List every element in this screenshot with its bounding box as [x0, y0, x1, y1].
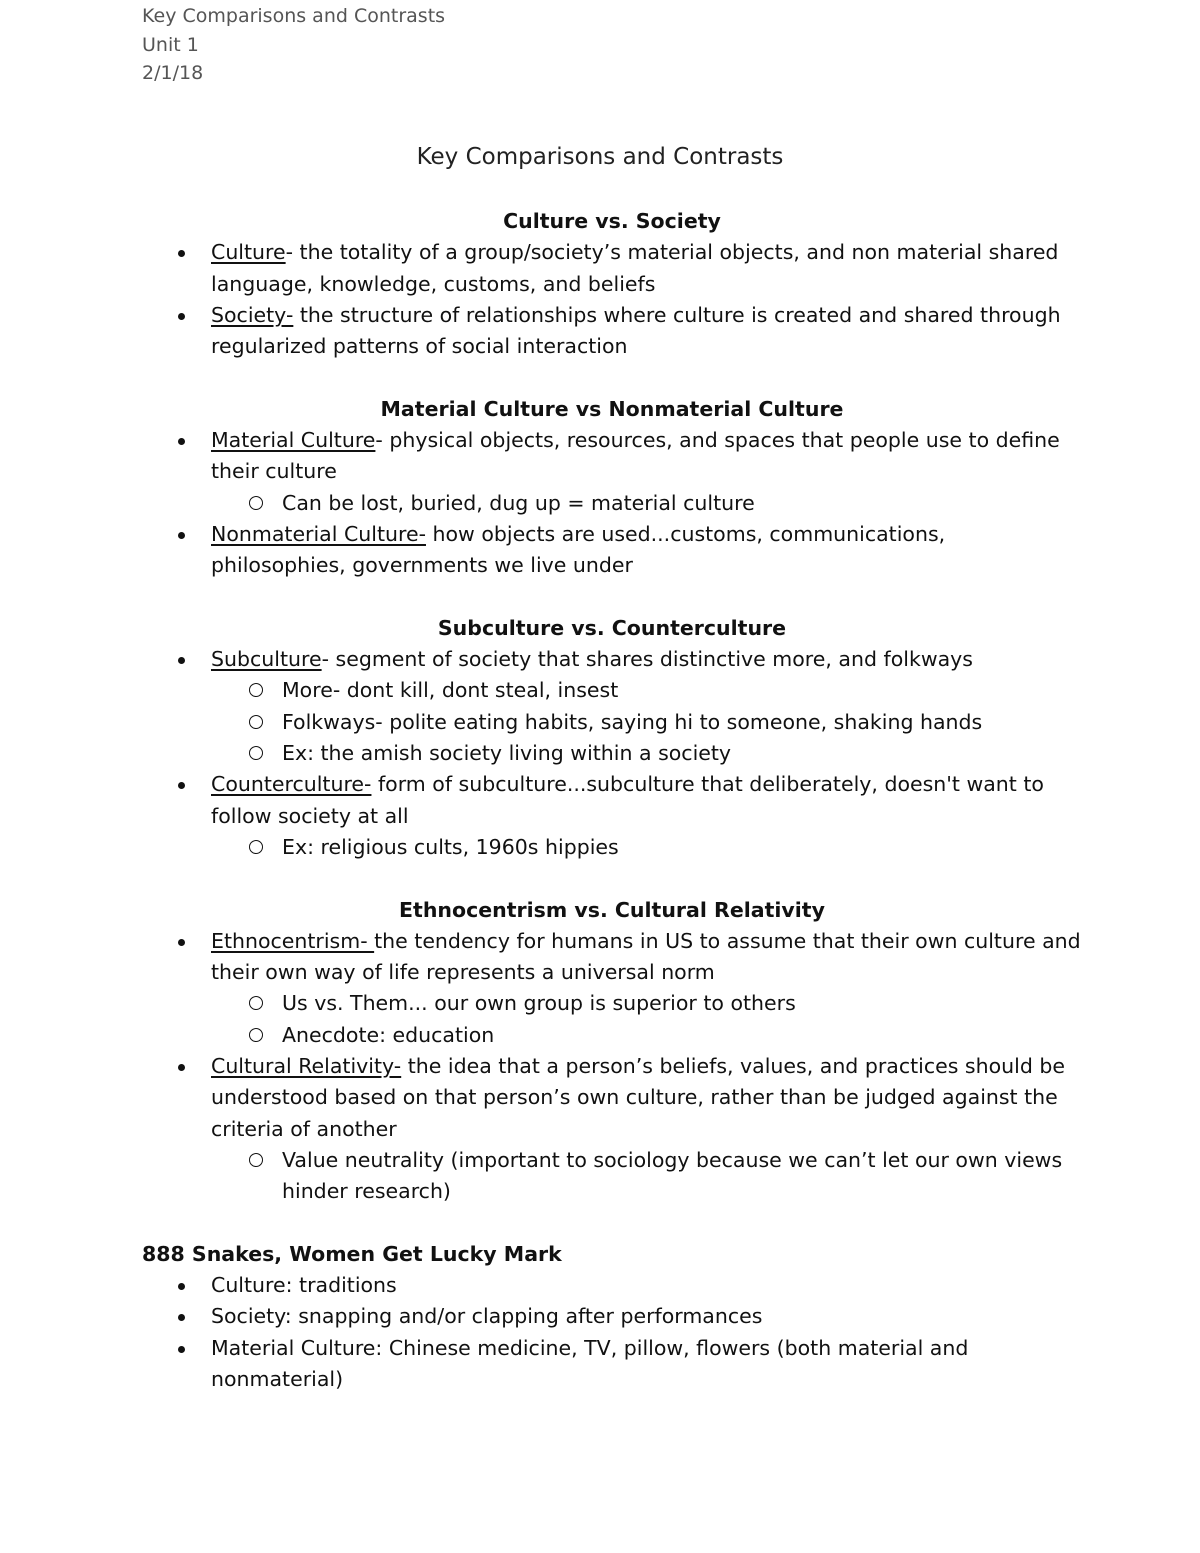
term-label: Subculture — [211, 647, 322, 672]
header-unit: Unit 1 — [142, 33, 199, 56]
definition-text: how objects are used...customs, communications, philosophies, governments we live under — [211, 521, 946, 578]
definition-text: - the totality of a group/society’s material objects, and non material shared language, knowledge, customs, and beliefs — [211, 240, 1059, 296]
term-label: Culture — [211, 240, 286, 265]
sub-list-item: Value neutrality (important to sociology because we can’t let our own views hinder research) — [282, 1145, 1082, 1208]
list-item: Society: snapping and/or clapping after performances — [211, 1301, 1082, 1332]
list-item — [211, 644, 1082, 769]
list-item: Material Culture: Chinese medicine, TV, pillow, flowers (both material and nonmaterial) — [211, 1333, 1082, 1396]
sub-list-item: Us vs. Them... our own group is superior to others — [282, 988, 1082, 1019]
header-date: 2/1/18 — [142, 62, 204, 84]
term-label: Society- — [211, 302, 294, 327]
sub-bullet-list — [211, 988, 1082, 1051]
list-item — [211, 300, 1082, 363]
list-item — [211, 1051, 1082, 1207]
bullet-list — [142, 1270, 1082, 1395]
bullet-list — [142, 926, 1082, 1208]
list-item — [211, 237, 1082, 300]
mnemonic-heading: 888 Snakes, Women Get Lucky Mark — [142, 1241, 562, 1266]
sub-list-item: Ex: the amish society living within a society — [282, 738, 1082, 769]
term-label: Cultural Relativity- — [211, 1054, 402, 1079]
sub-bullet-list — [211, 675, 1082, 769]
sub-list-item: More- dont kill, dont steal, insest — [282, 675, 1082, 706]
sub-list-item: Ex: religious cults, 1960s hippies — [282, 832, 1082, 863]
bullet-list — [142, 425, 1082, 581]
section-heading: Material Culture vs Nonmaterial Culture — [380, 396, 844, 421]
term-label: Counterculture- — [211, 772, 372, 797]
term-label: Ethnocentrism- — [211, 928, 375, 953]
definition-text: the structure of relationships where culture is created and shared through regularized patterns of social interaction — [211, 302, 1061, 359]
term-label: Material Culture — [211, 428, 376, 453]
sub-bullet-list — [211, 1145, 1082, 1208]
document-body — [142, 206, 1082, 1395]
sub-bullet-list — [211, 488, 1082, 519]
section-heading: Subculture vs. Counterculture — [437, 615, 787, 640]
section-heading: Culture vs. Society — [503, 209, 721, 233]
header-title: Key Comparisons and Contrasts — [142, 5, 446, 27]
term-label: Nonmaterial Culture- — [211, 521, 426, 546]
list-item — [211, 425, 1082, 519]
list-item — [211, 519, 1082, 582]
definition-text: form of subculture...subculture that deliberately, doesn't want to follow society at all — [211, 772, 1044, 828]
section-heading: Ethnocentrism vs. Cultural Relativity — [399, 897, 825, 922]
definition-text: - segment of society that shares distinctive more, and folkways — [321, 647, 973, 672]
list-item: Culture: traditions — [211, 1270, 1082, 1301]
document-title: Key Comparisons and Contrasts — [416, 144, 784, 170]
list-item — [211, 926, 1082, 1051]
sub-list-item: Folkways- polite eating habits, saying hi to someone, shaking hands — [282, 707, 1082, 738]
list-item — [211, 769, 1082, 863]
definition-text: - physical objects, resources, and spaces that people use to define their culture — [211, 428, 1060, 484]
page-header — [142, 2, 445, 88]
bullet-list — [142, 237, 1082, 362]
sub-list-item: Anecdote: education — [282, 1020, 1082, 1051]
bullet-list — [142, 644, 1082, 863]
sub-list-item: Can be lost, buried, dug up = material culture — [282, 488, 1082, 519]
definition-text: the tendency for humans in US to assume that their own culture and their own way of life represents a universal norm — [211, 928, 1081, 985]
definition-text: the idea that a person’s beliefs, values, and practices should be understood based on that person’s own culture, rather than be judged against the criteria of another — [211, 1054, 1065, 1141]
sub-bullet-list — [211, 832, 1082, 863]
